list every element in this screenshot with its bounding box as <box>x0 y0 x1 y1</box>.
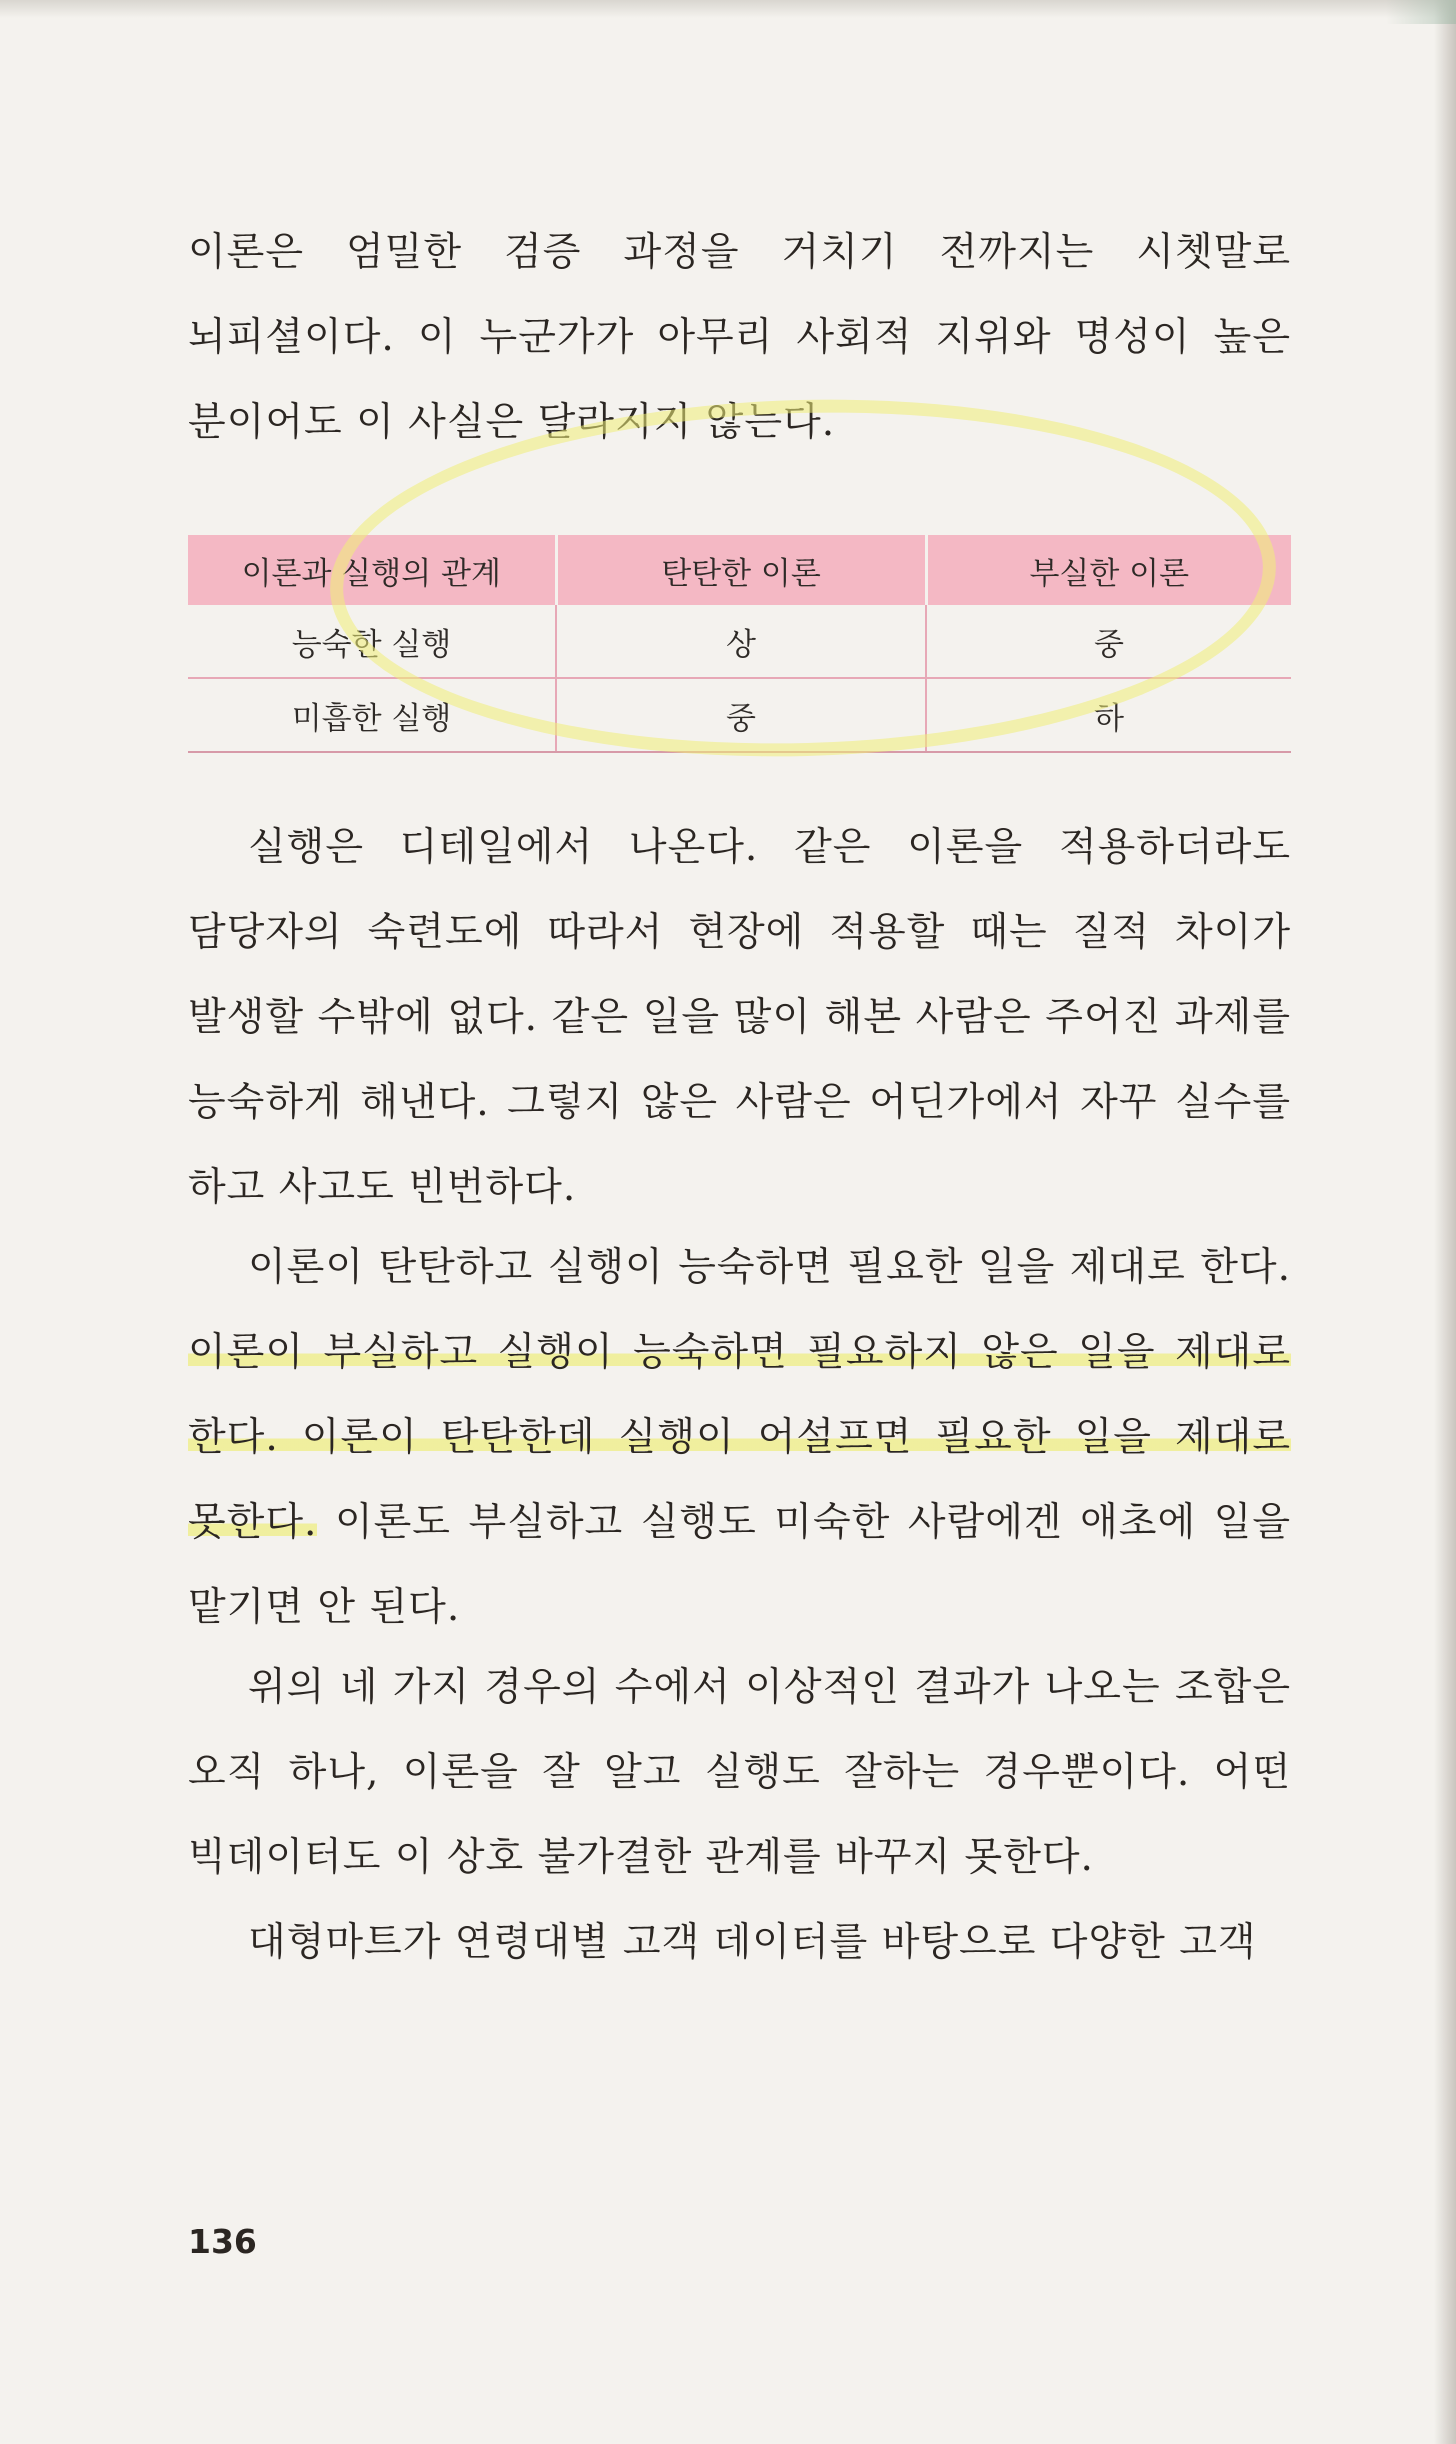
table-cell: 중 <box>556 678 926 752</box>
combinations-text: 이론이 탄탄하고 실행이 능숙하면 필요한 일을 제대로 한다. <box>248 1245 1291 1290</box>
paragraph-mart: 대형마트가 연령대별 고객 데이터를 바탕으로 다양한 고객 <box>248 1920 1257 1965</box>
table-cell: 능숙한 실행 <box>188 605 556 678</box>
table-header-cell: 탄탄한 이론 <box>556 535 926 605</box>
combinations-text-end: 이론도 부실하고 실행도 미숙한 사람에겐 애초에 일을 맡기면 안 된다. <box>188 1500 1291 1630</box>
paragraph-intro: 이론은 엄밀한 검증 과정을 거치기 전까지는 시쳇말로 뇌피셜이다. 이 누군가가 아무리 사회적 지위와 명성이 높은 분이어도 이 사실은 달라지지 않는다. <box>188 230 1291 445</box>
theory-practice-table <box>188 535 1291 753</box>
table-header-cell: 이론과 실행의 관계 <box>188 535 556 605</box>
page-corner-tint <box>1386 0 1456 24</box>
table-header-row <box>188 535 1291 605</box>
table-cell: 하 <box>926 678 1291 752</box>
table-header-cell: 부실한 이론 <box>926 535 1291 605</box>
page-number: 136 <box>188 2222 257 2261</box>
paragraph-combinations <box>188 1225 1291 1650</box>
table-row <box>188 678 1291 752</box>
page-binding-shadow <box>1434 0 1456 2444</box>
highlighted-text: 이론이 부실하고 실행이 능숙하면 필요하지 않은 일을 제대로 한다. 이론이 탄탄한데 실행이 어설프면 필요한 일을 제대로 못한다. <box>188 1330 1291 1545</box>
page-edge-shadow <box>0 0 1456 18</box>
table-row <box>188 605 1291 678</box>
table-cell: 중 <box>926 605 1291 678</box>
paragraph-practice: 실행은 디테일에서 나온다. 같은 이론을 적용하더라도 담당자의 숙련도에 따라서 현장에 적용할 때는 질적 차이가 발생할 수밖에 없다. 같은 일을 많이 해본 사람은 주어진 과제를 능숙하게 해낸다. 그렇지 않은 사람은 어딘가에서 자꾸 실수를 하고 사고도 빈번하다. <box>188 825 1291 1210</box>
paragraph-ideal: 위의 네 가지 경우의 수에서 이상적인 결과가 나오는 조합은 오직 하나, 이론을 잘 알고 실행도 잘하는 경우뿐이다. 어떤 빅데이터도 이 상호 불가결한 관계를 바꾸지 못한다. <box>188 1665 1291 1880</box>
table-cell: 미흡한 실행 <box>188 678 556 752</box>
table-cell: 상 <box>556 605 926 678</box>
